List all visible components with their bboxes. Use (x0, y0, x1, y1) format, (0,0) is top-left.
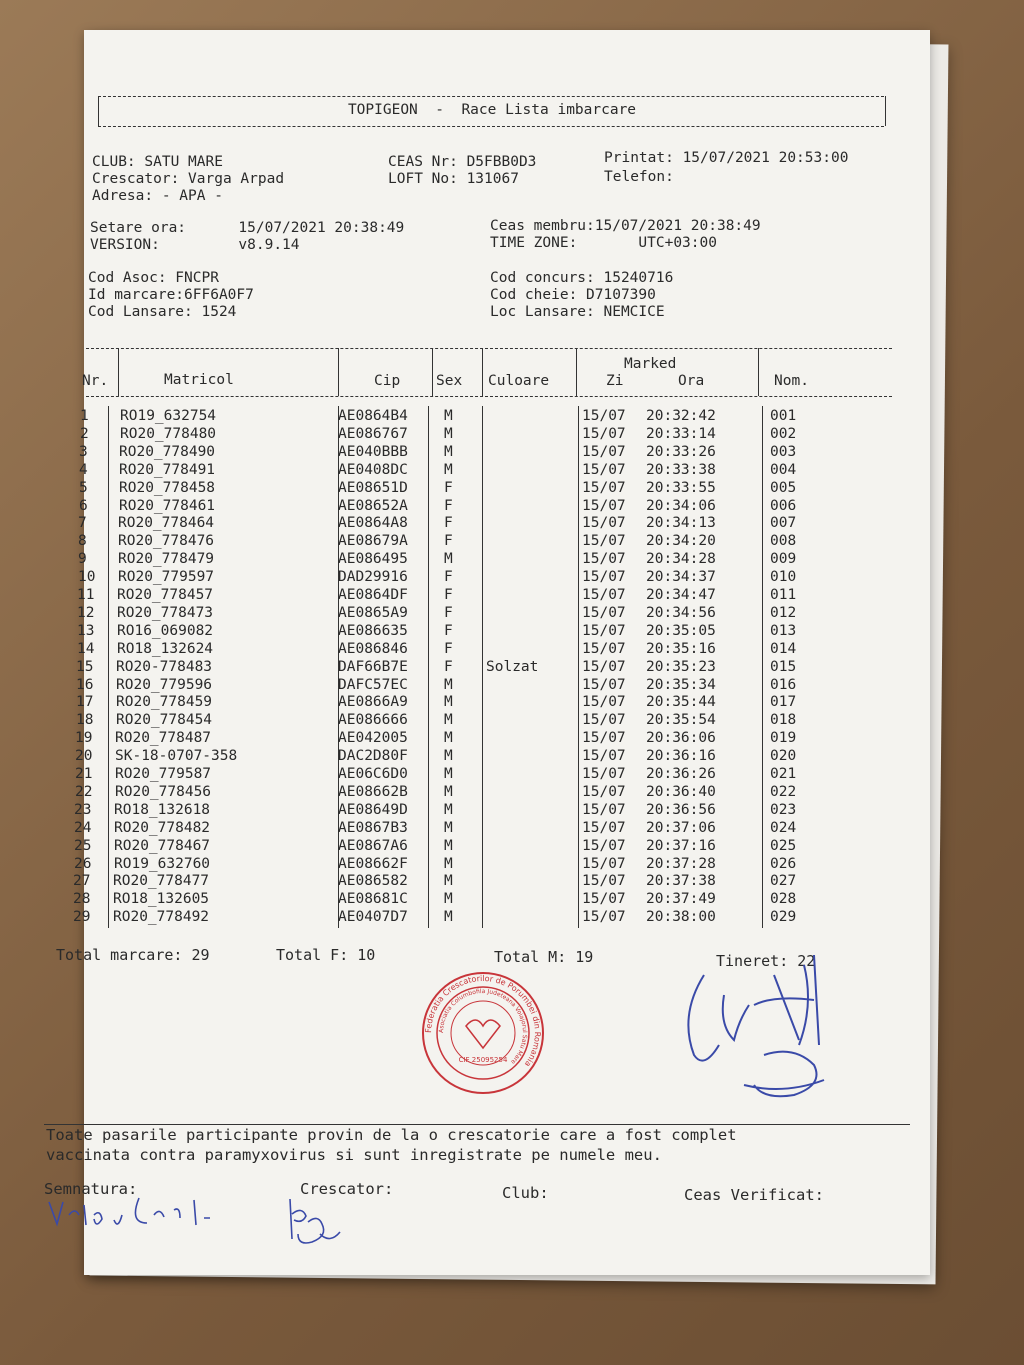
cell-cip: AE0864DF (338, 587, 408, 603)
table-row (74, 801, 914, 820)
crescator-signature (280, 1194, 350, 1258)
cell-cip: AE086666 (338, 712, 408, 729)
cell-matricol: RO20-778483 (116, 658, 213, 675)
statement-line-2: vaccinata contra paramyxovirus si sunt inregistrate pe numele meu. (46, 1146, 662, 1164)
cell-nr: 19 (75, 730, 93, 747)
table-row (77, 622, 914, 641)
cell-sex: M (444, 783, 453, 800)
cell-cip: DAFC57EC (338, 676, 408, 693)
cell-sex: M (444, 748, 453, 765)
cell-nr: 13 (77, 622, 95, 639)
phone: Telefon: (604, 169, 674, 185)
cell-nr: 28 (73, 891, 91, 908)
cell-zi: 15/07 (582, 443, 626, 460)
table-row (78, 515, 914, 533)
cell-zi: 15/07 (582, 569, 626, 586)
cell-cip: AE08651D (338, 479, 408, 496)
cell-nr: 1 (80, 408, 89, 424)
cell-zi: 15/07 (582, 712, 626, 729)
cell-zi: 15/07 (582, 587, 626, 603)
cell-nom: 005 (770, 479, 797, 496)
cell-sex: F (444, 515, 453, 532)
cell-matricol: RO20_778482 (114, 819, 211, 836)
cell-sex: M (444, 551, 453, 568)
cell-cip: AE08649D (338, 801, 408, 818)
cell-sex: M (444, 819, 453, 836)
cell-matricol: RO20_779597 (118, 569, 215, 586)
cell-zi: 15/07 (582, 479, 626, 496)
cell-matricol: RO20_778487 (115, 730, 212, 747)
col-zi: Zi (606, 373, 624, 389)
cell-nr: 17 (76, 694, 94, 711)
cell-cip: AE086767 (338, 425, 408, 442)
total-m: Total M: 19 (494, 948, 594, 966)
cell-matricol: RO20_778464 (118, 515, 215, 532)
breeder-signature (44, 1190, 224, 1240)
id-marcare: Id marcare:6FF6A0F7 (88, 287, 254, 303)
table-row (75, 748, 914, 766)
cell-ora: 20:34:47 (646, 587, 716, 603)
cell-zi: 15/07 (582, 819, 626, 836)
cell-cip: AE0866A9 (338, 694, 408, 711)
cell-nom: 029 (770, 909, 797, 926)
cell-nom: 012 (770, 604, 797, 621)
pigeon-table (73, 408, 914, 928)
cell-ora: 20:37:16 (646, 837, 716, 854)
cell-matricol: RO20_778456 (115, 783, 212, 800)
cell-cip: DAC2D80F (338, 748, 408, 765)
cell-cip: AE0407D7 (338, 909, 408, 926)
stamp-cif: CIF 25095254 (458, 1056, 508, 1064)
table-row (79, 461, 914, 480)
cell-zi: 15/07 (582, 533, 626, 550)
col-nom: Nom. (774, 373, 809, 389)
cell-nom: 018 (770, 712, 797, 729)
cell-culoare: Solzat (486, 658, 539, 675)
sep-matricol-header (338, 348, 339, 396)
table-row (75, 766, 914, 784)
cell-cip: AE08681C (338, 891, 408, 908)
cell-nom: 010 (770, 569, 797, 586)
stamp-inner-text: Asociatia Columbofila Judeteana Voiajorul Satu Mare (437, 987, 529, 1066)
cell-nom: 021 (770, 766, 797, 782)
document-page (44, 30, 930, 1275)
cell-cip: AE086846 (338, 640, 408, 657)
table-row (76, 658, 914, 677)
cell-ora: 20:34:56 (646, 604, 716, 621)
cell-cip: AE086495 (338, 551, 408, 568)
table-row (76, 676, 914, 695)
cell-ora: 20:36:26 (646, 766, 716, 782)
cell-zi: 15/07 (582, 694, 626, 711)
sep-culoare-header (576, 348, 577, 396)
sep-cip-header (432, 348, 433, 396)
cell-nr: 18 (76, 712, 94, 729)
cell-nr: 16 (76, 676, 94, 693)
statement-line-1: Toate pasarile participante provin de la o crescatorie care a fost complet (46, 1126, 737, 1144)
cell-matricol: RO20_778459 (116, 694, 213, 711)
cod-asoc: Cod Asoc: FNCPR (88, 270, 219, 286)
cell-matricol: RO16_069082 (117, 622, 214, 639)
address: Adresa: - APA - (92, 188, 223, 204)
loft-number: LOFT No: 131067 (388, 171, 519, 187)
cell-nom: 009 (770, 551, 797, 568)
cell-matricol: SK-18-0707-358 (115, 748, 238, 765)
cell-ora: 20:35:34 (646, 676, 716, 693)
cell-sex: M (444, 873, 453, 890)
cell-nr: 10 (78, 569, 96, 586)
cell-sex: M (444, 730, 453, 747)
col-matricol: Matricol (164, 372, 234, 388)
table-row (73, 891, 914, 909)
breeder-name: Crescator: Varga Arpad (92, 171, 285, 187)
cell-sex: F (444, 587, 453, 603)
cell-zi: 15/07 (582, 515, 626, 532)
cell-ora: 20:33:55 (646, 479, 716, 496)
cell-zi: 15/07 (582, 551, 626, 568)
cell-ora: 20:37:28 (646, 855, 716, 872)
table-row (79, 497, 914, 516)
tineret: Tineret: 22 (716, 952, 816, 970)
cell-nr: 5 (79, 479, 88, 496)
cell-zi: 15/07 (582, 873, 626, 890)
cell-nr: 27 (73, 873, 91, 890)
cell-matricol: RO19_632754 (120, 408, 217, 424)
cell-nr: 25 (74, 837, 92, 854)
table-row (76, 712, 914, 730)
table-row (75, 783, 914, 802)
cell-nom: 025 (770, 837, 797, 854)
cell-nr: 8 (78, 533, 87, 550)
col-nr: Nr. (82, 373, 109, 389)
cell-cip: AE0865A9 (338, 604, 408, 621)
cell-ora: 20:34:37 (646, 569, 716, 586)
cell-ora: 20:37:49 (646, 891, 716, 908)
club-name: CLUB: SATU MARE (92, 154, 223, 170)
cell-ora: 20:35:44 (646, 694, 716, 711)
cell-nom: 024 (770, 819, 797, 836)
cell-nr: 26 (74, 855, 92, 872)
semnatura-label: Semnatura: (44, 1180, 138, 1198)
cell-nr: 4 (79, 461, 88, 478)
table-row (77, 587, 914, 605)
cell-zi: 15/07 (582, 676, 626, 693)
cell-sex: F (444, 497, 453, 514)
table-row (78, 533, 914, 551)
cell-ora: 20:36:16 (646, 748, 716, 765)
table-row (75, 730, 914, 748)
col-culoare: Culoare (488, 373, 550, 389)
table-row (74, 855, 914, 874)
cell-nom: 013 (770, 622, 797, 639)
table-row (78, 551, 914, 569)
table-row (74, 819, 914, 838)
cell-ora: 20:37:38 (646, 873, 716, 890)
cell-cip: AE0867B3 (338, 819, 408, 836)
cell-sex: M (444, 425, 453, 442)
cell-ora: 20:32:42 (646, 408, 716, 424)
cell-sex: M (444, 408, 453, 424)
cell-zi: 15/07 (582, 622, 626, 639)
ceas-verificat-label: Ceas Verificat: (684, 1186, 824, 1204)
cell-ora: 20:34:28 (646, 551, 716, 568)
title-border-bottom (98, 126, 884, 127)
cell-cip: AE0864A8 (338, 515, 408, 532)
document-title: TOPIGEON - Race Lista imbarcare (347, 102, 637, 118)
statement-divider (44, 1124, 910, 1125)
crescator-label: Crescator: (300, 1180, 394, 1198)
cell-zi: 15/07 (582, 837, 626, 854)
cell-cip: AE040BBB (338, 443, 408, 460)
cell-cip: DAF66B7E (338, 658, 408, 675)
cell-ora: 20:36:40 (646, 783, 716, 800)
cell-zi: 15/07 (582, 855, 626, 872)
total-marcare: Total marcare: 29 (56, 946, 210, 964)
stamp-outer-text: Federatia Crescatorilor de Porumbei din Romania (423, 973, 543, 1069)
cell-sex: M (444, 676, 453, 693)
cell-sex: M (444, 461, 453, 478)
cell-ora: 20:33:14 (646, 425, 716, 442)
table-row (73, 909, 914, 927)
cell-cip: AE08679A (338, 533, 408, 550)
cell-matricol: RO20_778490 (119, 443, 216, 460)
cell-sex: F (444, 658, 453, 675)
cell-nr: 2 (80, 425, 89, 442)
table-row (80, 408, 914, 426)
cell-zi: 15/07 (582, 640, 626, 657)
cell-matricol: RO20_778480 (120, 425, 217, 442)
cod-cheie: Cod cheie: D7107390 (490, 287, 656, 303)
cell-sex: F (444, 479, 453, 496)
cell-nr: 7 (78, 515, 87, 532)
cell-sex: F (444, 569, 453, 586)
cell-matricol: RO18_132605 (113, 891, 210, 908)
ceas-membru: Ceas membru:15/07/2021 20:38:49 (490, 218, 761, 234)
cell-ora: 20:36:56 (646, 801, 716, 818)
table-row (76, 694, 914, 712)
cod-lansare: Cod Lansare: 1524 (88, 304, 237, 320)
cell-matricol: RO20_779587 (115, 766, 212, 782)
cell-cip: AE086582 (338, 873, 408, 890)
cell-zi: 15/07 (582, 658, 626, 675)
cell-sex: M (444, 855, 453, 872)
cell-sex: F (444, 533, 453, 550)
cell-ora: 20:35:23 (646, 658, 716, 675)
cell-cip: AE08662F (338, 855, 408, 872)
cell-nom: 020 (770, 748, 797, 765)
cell-matricol: RO20_778458 (119, 479, 216, 496)
cell-nom: 028 (770, 891, 797, 908)
cell-sex: M (444, 801, 453, 818)
table-row (73, 873, 914, 891)
clock-number: CEAS Nr: D5FBB0D3 (388, 154, 537, 170)
cell-nom: 001 (770, 408, 797, 424)
cell-sex: M (444, 694, 453, 711)
col-marked: Marked (624, 356, 677, 372)
sep-nr-header (118, 348, 119, 396)
cell-nom: 019 (770, 730, 797, 747)
cell-nom: 015 (770, 658, 797, 675)
cell-nom: 011 (770, 587, 797, 603)
cell-matricol: RO20_778467 (114, 837, 211, 854)
cell-nr: 9 (78, 551, 87, 568)
cell-matricol: RO20_778492 (113, 909, 210, 926)
cell-matricol: RO20_778479 (118, 551, 215, 568)
cell-matricol: RO20_778473 (117, 604, 214, 621)
cell-nom: 003 (770, 443, 797, 460)
cell-matricol: RO20_778491 (119, 461, 216, 478)
cell-cip: AE0864B4 (338, 408, 408, 424)
cell-zi: 15/07 (582, 461, 626, 478)
cell-nr: 24 (74, 819, 92, 836)
table-row (77, 640, 914, 659)
cell-zi: 15/07 (582, 497, 626, 514)
cell-zi: 15/07 (582, 730, 626, 747)
cell-ora: 20:34:13 (646, 515, 716, 532)
table-row (79, 443, 914, 462)
cell-matricol: RO20_778476 (118, 533, 215, 550)
cell-nr: 12 (77, 604, 95, 621)
cell-cip: AE0867A6 (338, 837, 408, 854)
cell-matricol: RO20_778454 (116, 712, 213, 729)
cell-ora: 20:35:05 (646, 622, 716, 639)
table-row (79, 479, 914, 498)
cell-sex: M (444, 712, 453, 729)
cell-zi: 15/07 (582, 766, 626, 782)
cell-nr: 20 (75, 748, 93, 765)
cell-ora: 20:33:38 (646, 461, 716, 478)
cell-ora: 20:34:20 (646, 533, 716, 550)
loc-lansare: Loc Lansare: NEMCICE (490, 304, 665, 320)
cell-ora: 20:35:16 (646, 640, 716, 657)
cell-sex: F (444, 640, 453, 657)
cell-matricol: RO19_632760 (114, 855, 211, 872)
cell-nr: 15 (76, 658, 94, 675)
sep-marked-header (758, 348, 759, 396)
cell-sex: M (444, 891, 453, 908)
cell-nom: 008 (770, 533, 797, 550)
cell-cip: AE08652A (338, 497, 408, 514)
cell-matricol: RO20_779596 (116, 676, 213, 693)
cell-nr: 6 (79, 497, 88, 514)
cell-sex: M (444, 909, 453, 926)
cell-sex: F (444, 604, 453, 621)
setare-ora: Setare ora: 15/07/2021 20:38:49 (90, 220, 405, 236)
cell-nom: 002 (770, 425, 797, 442)
cell-cip: AE0408DC (338, 461, 408, 478)
cod-concurs: Cod concurs: 15240716 (490, 270, 674, 286)
table-row (77, 604, 914, 623)
col-sex: Sex (436, 373, 463, 389)
cell-nr: 23 (74, 801, 92, 818)
cell-zi: 15/07 (582, 783, 626, 800)
cell-nom: 026 (770, 855, 797, 872)
cell-cip: AE06C6D0 (338, 766, 408, 782)
cell-cip: DAD29916 (338, 569, 408, 586)
col-cip: Cip (374, 373, 401, 389)
cell-matricol: RO20_778477 (113, 873, 210, 890)
cell-nom: 014 (770, 640, 797, 657)
cell-zi: 15/07 (582, 748, 626, 765)
version: VERSION: v8.9.14 (90, 237, 300, 253)
table-header-border (86, 396, 892, 397)
cell-sex: M (444, 443, 453, 460)
cell-sex: M (444, 766, 453, 782)
cell-ora: 20:35:54 (646, 712, 716, 729)
table-row (78, 569, 914, 587)
cell-zi: 15/07 (582, 801, 626, 818)
cell-nr: 3 (79, 443, 88, 460)
title-box (98, 96, 886, 126)
cell-nr: 29 (73, 909, 91, 926)
col-ora: Ora (678, 373, 705, 389)
cell-nom: 004 (770, 461, 797, 478)
club-signature (664, 935, 894, 1125)
time-zone: TIME ZONE: UTC+03:00 (490, 235, 717, 251)
cell-ora: 20:33:26 (646, 443, 716, 460)
cell-ora: 20:36:06 (646, 730, 716, 747)
cell-ora: 20:37:06 (646, 819, 716, 836)
cell-nr: 14 (77, 640, 95, 657)
printed-date: Printat: 15/07/2021 20:53:00 (604, 150, 849, 166)
cell-nom: 017 (770, 694, 797, 711)
cell-nr: 11 (77, 587, 95, 603)
cell-matricol: RO18_132618 (114, 801, 211, 818)
cell-nom: 006 (770, 497, 797, 514)
cell-zi: 15/07 (582, 604, 626, 621)
cell-zi: 15/07 (582, 425, 626, 442)
dove-icon (466, 1020, 500, 1048)
cell-cip: AE086635 (338, 622, 408, 639)
table-border-top (86, 348, 892, 349)
cell-nom: 023 (770, 801, 797, 818)
sep-sex-header (482, 348, 483, 396)
total-f: Total F: 10 (276, 946, 376, 964)
club-label: Club: (502, 1184, 549, 1202)
cell-zi: 15/07 (582, 891, 626, 908)
cell-matricol: RO20_778457 (117, 587, 214, 603)
cell-zi: 15/07 (582, 909, 626, 926)
cell-cip: AE042005 (338, 730, 408, 747)
cell-zi: 15/07 (582, 408, 626, 424)
cell-ora: 20:38:00 (646, 909, 716, 926)
table-row (74, 837, 914, 856)
cell-ora: 20:34:06 (646, 497, 716, 514)
cell-nr: 22 (75, 783, 93, 800)
cell-nom: 007 (770, 515, 797, 532)
cell-matricol: RO20_778461 (119, 497, 216, 514)
cell-nom: 016 (770, 676, 797, 693)
cell-sex: F (444, 622, 453, 639)
cell-nom: 027 (770, 873, 797, 890)
cell-nom: 022 (770, 783, 797, 800)
association-stamp (418, 968, 548, 1098)
cell-nr: 21 (75, 766, 93, 782)
table-row (80, 425, 914, 444)
cell-cip: AE08662B (338, 783, 408, 800)
cell-matricol: RO18_132624 (117, 640, 214, 657)
cell-sex: M (444, 837, 453, 854)
